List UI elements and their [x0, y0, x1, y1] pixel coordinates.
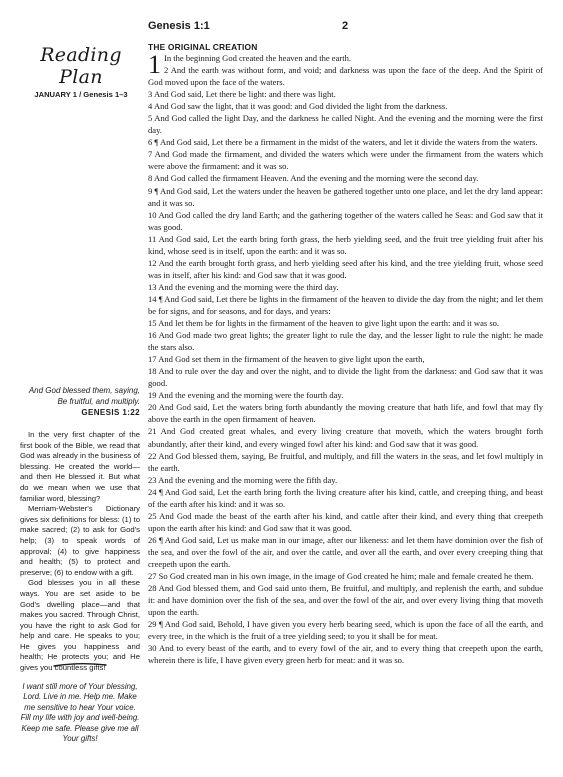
- verse-text: 27 So God created man in his own image, in the image of God created he him; male and female created he them.: [148, 571, 534, 582]
- page-number: 2: [342, 20, 349, 32]
- devotional-text: [20, 430, 140, 674]
- chapter-dropcap: 1: [148, 50, 161, 79]
- verse-text: 5 And God called the light Day, and the darkness he called Night. And the evening and the morning were the first day.: [148, 113, 543, 136]
- divider-swash-icon: [52, 662, 108, 668]
- verse-text: 6 ¶ And God said, Let there be a firmament in the midst of the waters, and let it divide the waters from the waters.: [148, 137, 538, 148]
- verse-text: 3 And God said, Let there be light: and there was light.: [148, 89, 336, 100]
- section-heading: THE ORIGINAL CREATION: [148, 42, 258, 52]
- verse-text: 4 And God saw the light, that it was good: and God divided the light from the darkness.: [148, 101, 448, 112]
- verse-text: 10 And God called the dry land Earth; and the gathering together of the waters called he Seas: and God saw that it was good.: [148, 209, 543, 232]
- verse-text: 12 And the earth brought forth grass, and herb yielding seed after his kind, and the tree yielding fruit, whose seed was in itself, after his kind: and God saw that it was good.: [148, 257, 543, 280]
- prayer-text: I want still more of Your blessing, Lord. Live in me. Help me. Make me sensitive to hear Your voice. Fill my life with joy and well-being. Keep me safe. Please give me all Your gifts!: [20, 682, 140, 744]
- verse-text: 7 And God made the firmament, and divided the waters which were under the firmament from the waters which were above the firmament: and it was so.: [148, 149, 543, 172]
- verse-text: 13 And the evening and the morning were the third day.: [148, 281, 339, 292]
- verse-text: 15 And let them be for lights in the firmament of the heaven to give light upon the earth: and it was so.: [148, 318, 500, 329]
- verse-text: 22 And God blessed them, saying, Be fruitful, and multiply, and fill the waters in the seas, and let fowl multiply in the earth.: [148, 450, 543, 473]
- key-verse-reference: GENESIS 1:22: [81, 408, 140, 417]
- scripture-column: [148, 42, 543, 666]
- verse-text: 9 ¶ And God said, Let the waters under the heaven be gathered together unto one place, and let the dry land appear: and it was so.: [148, 185, 543, 208]
- verse-text: In the beginning God created the heaven and the earth.: [164, 53, 352, 63]
- verse-text: 18 And to rule over the day and over the night, and to divide the light from the darkness: and God saw that it was good.: [148, 366, 543, 389]
- verse-text: 16 And God made two great lights; the greater light to rule the day, and the lesser light to rule the night: he made the stars also.: [148, 330, 543, 353]
- key-verse-quote: [20, 386, 140, 417]
- reading-plan-title: Reading Plan: [40, 44, 122, 88]
- devotional-paragraph: In the very first chapter of the first book of the Bible, we read that God was already in the business of blessing. He created the world—and then He blessed it. But what do we mean when we use that familiar word, blessing?: [20, 430, 140, 503]
- verse-text: 17 And God set them in the firmament of the heaven to give light upon the earth,: [148, 354, 425, 365]
- verse-text: 23 And the evening and the morning were the fifth day.: [148, 474, 338, 485]
- verse-text: 11 And God said, Let the earth bring forth grass, the herb yielding seed, and the fruit tree yielding fruit after his kind, whose seed is in itself, upon the earth: and it was so.: [148, 233, 543, 256]
- reading-plan-box: [22, 40, 140, 99]
- verse-text: 20 And God said, Let the waters bring forth abundantly the moving creature that hath life, and fowl that may fly above the earth in the open firmament of heaven.: [148, 402, 543, 425]
- verse-text: 25 And God made the beast of the earth after his kind, and cattle after their kind, and every thing that creepeth upon the earth after his kind: and God saw that it was good.: [148, 510, 543, 533]
- verse-text: 8 And God called the firmament Heaven. And the evening and the morning were the second day.: [148, 173, 479, 184]
- verse-text: 21 And God created great whales, and every living creature that moveth, which the waters brought forth abundantly, after their kind, and every winged fowl after his kind: and God saw that it was good.: [148, 426, 543, 449]
- verse-text: 14 ¶ And God said, Let there be lights in the firmament of the heaven to divide the day from the night; and let them be for signs, and for seasons, and for days, and years:: [148, 293, 543, 316]
- verse-text: 2 And the earth was without form, and void; and darkness was upon the face of the deep. And the Spirit of God moved upon the face of the waters.: [148, 65, 543, 88]
- key-verse-text: And God blessed them, saying, Be fruitful, and multiply.: [28, 386, 140, 406]
- reading-plan-date: JANUARY 1 / Genesis 1–3: [34, 90, 128, 99]
- verse-text: 29 ¶ And God said, Behold, I have given you every herb bearing seed, which is upon the face of all the earth, and every tree, in the which is the fruit of a tree yielding seed; to you it shall be for meat.: [148, 619, 543, 642]
- verse-text: 30 And to every beast of the earth, and to every fowl of the air, and to every thing that creepeth upon the earth, wherein there is life, I have given every green herb for meat: and it was so.: [148, 643, 543, 666]
- verse-text: 19 And the evening and the morning were the fourth day.: [148, 390, 344, 401]
- verse-text: 26 ¶ And God said, Let us make man in our image, after our likeness: and let them have dominion over the fish of the sea, and over the fowl of the air, and over the cattle, and over all the earth, and over every creeping thing that creepeth upon the earth.: [148, 534, 543, 569]
- devotional-paragraph: Merriam-Webster's Dictionary gives six definitions for bless: (1) to make sacred; (2) to ask for God's help; (3) to speak words of approval; (4) to give happiness and health; (5) to protect and preserve; (6) to endow with a gift.: [20, 504, 140, 577]
- verse-text: 24 ¶ And God said, Let the earth bring forth the living creature after his kind, cattle, and creeping thing, and beast of the earth after his kind: and it was so.: [148, 486, 543, 509]
- verse-text: 28 And God blessed them, and God said unto them, Be fruitful, and multiply, and replenish the earth, and subdue it: and have dominion over the fish of the sea, and over the fowl of the air, and over every living thing that moveth upon the earth.: [148, 583, 543, 618]
- running-header-reference: Genesis 1:1: [148, 20, 210, 32]
- devotional-paragraph: God blesses you in all these ways. You are set aside to be God's dwelling place—and that makes you sacred. Through Christ, you have the right to ask God for help and care. He speaks to you; He gives you happiness and health; He protects you; and He gives you countless gifts!: [20, 578, 140, 673]
